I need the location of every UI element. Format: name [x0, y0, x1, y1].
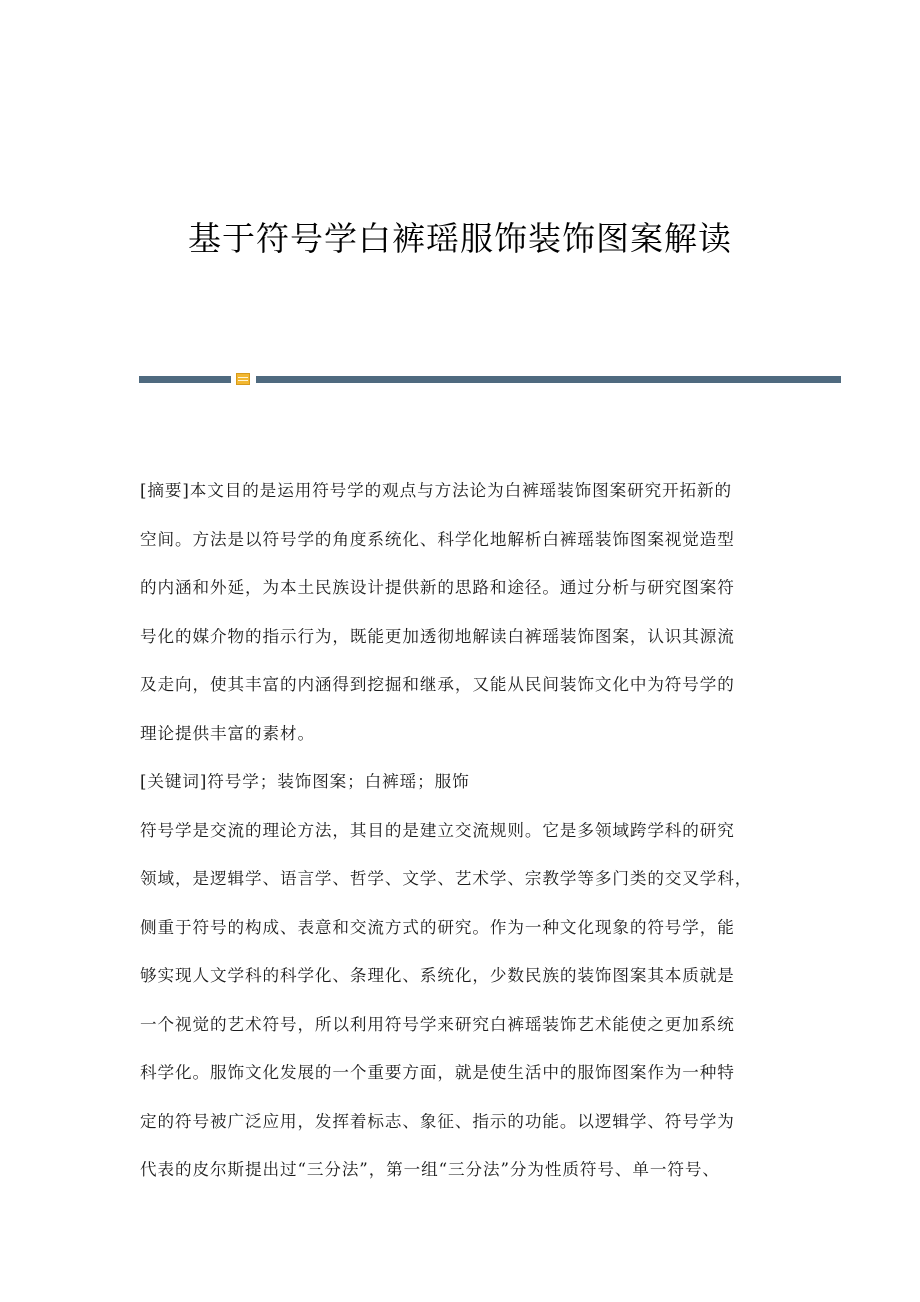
- paragraph-line: 领域，是逻辑学、语言学、哲学、文学、艺术学、宗教学等多门类的交叉学科，: [140, 869, 753, 888]
- abstract-line: 空间。方法是以符号学的角度系统化、科学化地解析白裤瑶装饰图案视觉造型: [140, 529, 735, 549]
- divider-bar-left: [139, 376, 231, 383]
- paragraph-line: 代表的皮尔斯提出过“三分法”，第一组“三分法”分为性质符号、单一符号、: [140, 1160, 720, 1179]
- abstract-line: [摘要]本文目的是运用符号学的观点与方法论为白裤瑶装饰图案研究开拓新的: [140, 481, 733, 500]
- abstract-line: 号化的媒介物的指示行为，既能更加透彻地解读白裤瑶装饰图案，认识其源流: [140, 626, 735, 646]
- title-divider: [139, 372, 841, 388]
- paragraph-line: 符号学是交流的理论方法，其目的是建立交流规则。它是多领域跨学科的研究: [140, 820, 735, 840]
- paragraph-line: 一个视觉的艺术符号，所以利用符号学来研究白裤瑶装饰艺术能使之更加系统: [140, 1014, 735, 1034]
- document-body: [140, 467, 790, 1195]
- divider-bar-right: [256, 376, 841, 383]
- document-title: 基于符号学白裤瑶服饰装饰图案解读: [188, 219, 732, 258]
- abstract-line: 的内涵和外延，为本土民族设计提供新的思路和途径。通过分析与研究图案符: [140, 578, 735, 597]
- divider-marker-icon: [236, 373, 250, 385]
- keywords-line: [关键词]符号学；装饰图案；白裤瑶；服饰: [140, 772, 470, 791]
- paragraph-line: 定的符号被广泛应用，发挥着标志、象征、指示的功能。以逻辑学、符号学为: [140, 1111, 735, 1131]
- abstract-line: 理论提供丰富的素材。: [140, 723, 315, 743]
- paragraph-line: 侧重于符号的构成、表意和交流方式的研究。作为一种文化现象的符号学，能: [140, 917, 735, 937]
- paragraph-line: 科学化。服饰文化发展的一个重要方面，就是使生活中的服饰图案作为一种特: [140, 1063, 735, 1082]
- paragraph-line: 够实现人文学科的科学化、条理化、系统化，少数民族的装饰图案其本质就是: [140, 966, 735, 985]
- abstract-line: 及走向，使其丰富的内涵得到挖掘和继承，又能从民间装饰文化中为符号学的: [140, 675, 735, 694]
